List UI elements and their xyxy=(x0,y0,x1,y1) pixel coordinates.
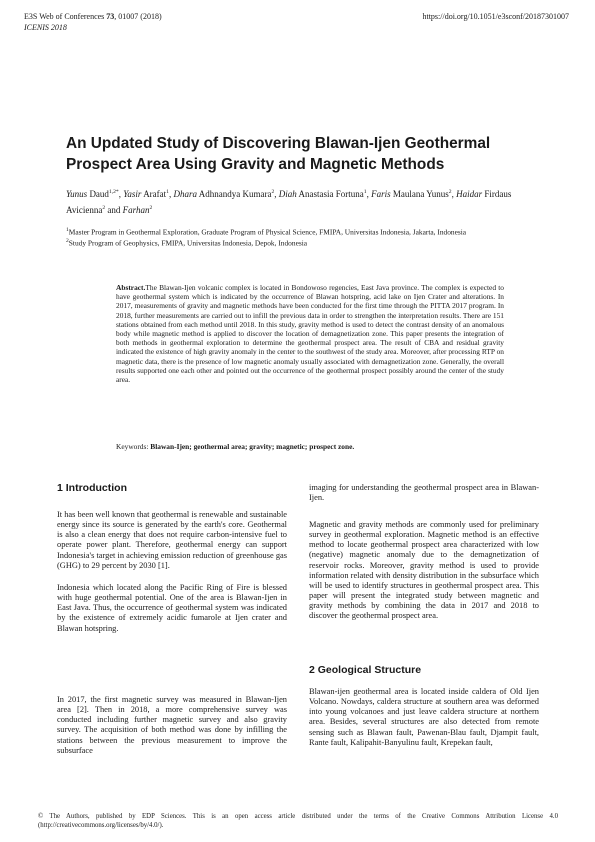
author: Faris Maulana Yunus$^2$, xyxy=(371,189,457,199)
author: Diah Anastasia Fortuna$^1$, xyxy=(278,189,372,199)
intro-paragraph-3: In 2017, the first magnetic survey was measured in Blawan-Ijen area [2]. Then in 2018, a more comprehensive survey was conducted including further magnetic survey and also gravity survey. The acquisition of both method was done by infilling the stations between the previous measurement to improve the subsurface xyxy=(57,695,287,755)
geology-paragraph-1: Blawan-ijen geothermal area is located inside caldera of Old Ijen Volcano. Nowdays, caldera structure at southern area was deformed into young volcanoes and just leave caldera structure at northern area. Besides, several structures are also detected from remote sensing such as Blawan fault, Pawenan-Blau fault, Djampit fault, Rante fault, Kalipahit-Banyulinu fault, Krepekan fault, xyxy=(309,687,539,747)
author: Farhan$^2$ xyxy=(122,204,153,215)
section-heading-geological-structure: 2 Geological Structure xyxy=(309,664,422,676)
keywords xyxy=(116,442,536,451)
section-heading-introduction: 1 Introduction xyxy=(57,482,127,494)
conference-name: ICENIS 2018 xyxy=(24,23,67,32)
journal-name: E3S Web of Conferences xyxy=(24,12,105,21)
intro-paragraph-2: Indonesia which located along the Pacific Ring of Fire is blessed with huge geothermal potential. One of the area is Blawan-Ijen in East Java. Thus, the occurrence of geothermal system was indicated by the existence of extremely acidic fumarole at Ijen crater and Blawan hotspring. xyxy=(57,583,287,633)
keywords-text: Blawan-Ijen; geothermal area; gravity; magnetic; prospect zone. xyxy=(150,442,355,451)
paper-title: An Updated Study of Discovering Blawan-Ijen Geothermal Prospect Area Using Gravity and Magnetic Methods xyxy=(66,135,491,173)
affiliation: $^1$Master Program in Geothermal Exploration, Graduate Program of Physical Science, FMIPA, Universitas Indonesia, Jakarta, Indonesia xyxy=(66,227,467,237)
right-paragraph-1: imaging for understanding the geothermal prospect area in Blawan-Ijen. xyxy=(309,483,539,503)
author-list xyxy=(66,186,536,217)
abstract-text: The Blawan-Ijen volcanic complex is located in Bondowoso regencies, East Java province. The complex is expected to have geothermal system which is indicated by the occurrence of Blawan hotspring, acid lake on Ijen Crater and alterations. In 2017, measurements of gravity and magnetic methods have been conducted for the first time through the PITTA 2017 program. In 2018, further measurements are carried out to infill the previous data in order to strengthen the interpretation results. There are 151 stations obtained from each method until 2018. In this study, gravity method is used to detect the contrast density of an anomalous body while magnetic method is applied to discover the location of demagnetization zone. This paper presents the integration of both methods in geothermal exploration to determine the geothermal prospect area. The result of CBA and residual gravity indicated the existence of high gravity anomaly in the center to the southwest of the study area. Moreover, after processing RTP on magnetic data, there is the presence of low magnetic anomaly usually associated with demagnetization zone. Generally, the overall results supported one each other and pointed out the occurrence of the geothermal prospect possibly around the center of the study area. xyxy=(116,283,504,385)
abstract xyxy=(116,283,504,384)
intro-paragraph-1: It has been well known that geothermal is renewable and sustainable energy since its source is generated by the earth's core. Geothermal is also a clean energy that does not require carbon-intensive fuel to operate power plant. Therefore, geothermal energy can support Indonesia's target in achieving emission reduction of greenhouse gas (GHG) to 29 percent by 2030 [1]. xyxy=(57,510,287,570)
affiliations xyxy=(66,226,536,248)
affiliation: $^2$Study Program of Geophysics, FMIPA, Universitas Indonesia, Depok, Indonesia xyxy=(66,238,308,248)
journal-header xyxy=(24,12,162,22)
author: Yunus Daud$^{1,2*}$, xyxy=(66,189,124,199)
license-footer: © The Authors, published by EDP Sciences. This is an open access article distributed under the terms of the Creative Commons Attribution License 4.0 (http://creativecommons.org/licenses/by/4.0/). xyxy=(38,813,558,829)
author: Dhara Adhnandya Kumara$^2$, xyxy=(173,189,279,199)
keywords-label: Keywords: xyxy=(116,442,151,451)
article-number: , 01007 (2018) xyxy=(114,12,162,21)
doi-link[interactable]: https://doi.org/10.1051/e3sconf/20187301007 xyxy=(422,12,569,21)
journal-volume: 73 xyxy=(106,12,115,21)
abstract-label: Abstract. xyxy=(116,283,146,292)
author: Yasir Arafat$^1$, xyxy=(123,189,174,199)
author: Haidar Firdaus Avicienna$^2$ and xyxy=(66,189,512,215)
right-paragraph-2: Magnetic and gravity methods are commonly used for preliminary survey in geothermal exploration. Magnetic method is an effective method to locate geothermal prospect area characterized with low (negative) magnetic anomaly due to the demagnetization of reservoir rocks. Moreover, gravity method is used to provide information related with density distribution in the subsurface which will be used to identify structures in geothermal prospect area. This paper will present the integrated study between magnetic and gravity methods by combining the data in 2017 and 2018 to discover the geothermal prospect area. xyxy=(309,520,539,621)
